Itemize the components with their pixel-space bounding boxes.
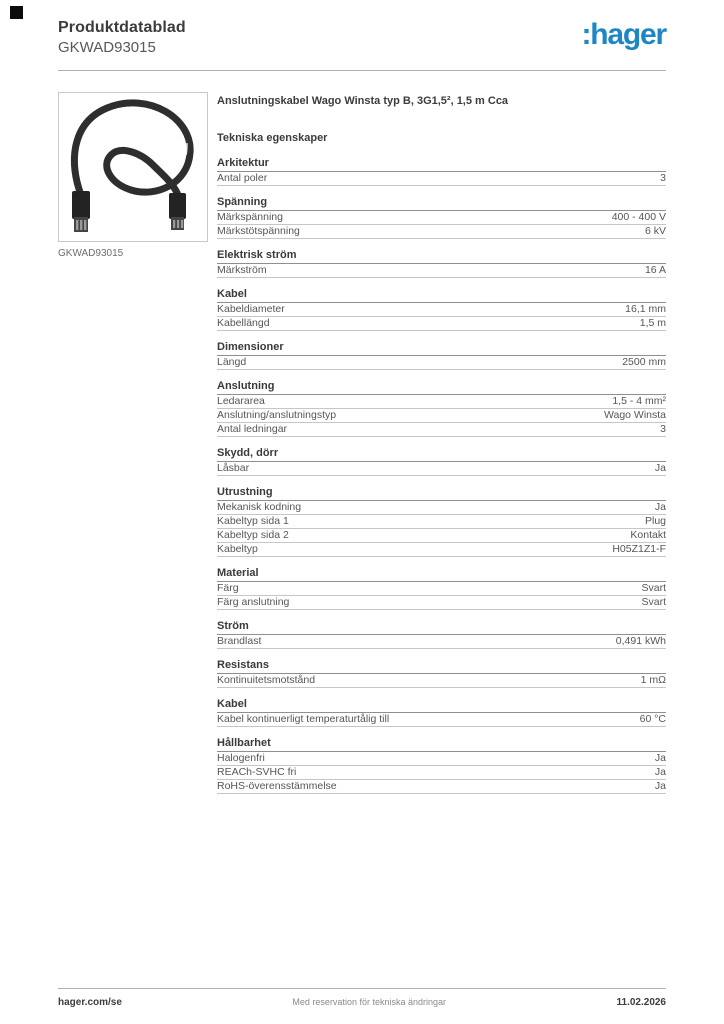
spec-section-title: Spänning	[217, 196, 666, 211]
spec-section-title: Ström	[217, 620, 666, 635]
spec-section-title: Skydd, dörr	[217, 447, 666, 462]
spec-sections	[217, 157, 666, 794]
spec-row	[217, 635, 666, 649]
spec-section	[217, 737, 666, 794]
spec-row	[217, 674, 666, 688]
spec-section	[217, 249, 666, 278]
spec-section-title: Kabel	[217, 288, 666, 303]
page-header	[0, 0, 724, 57]
spec-value: Ja	[654, 462, 666, 474]
spec-label: Ledararea	[217, 395, 265, 407]
page-footer	[58, 988, 666, 1008]
spec-row	[217, 303, 666, 317]
spec-label: Färg anslutning	[217, 596, 290, 608]
spec-section	[217, 196, 666, 239]
spec-section-title: Anslutning	[217, 380, 666, 395]
spec-section-title: Dimensioner	[217, 341, 666, 356]
product-image-column	[58, 92, 208, 794]
spec-row	[217, 766, 666, 780]
spec-row	[217, 501, 666, 515]
main-content	[0, 71, 724, 794]
spec-label: RoHS-överensstämmelse	[217, 780, 337, 792]
spec-value: Plug	[644, 515, 666, 527]
spec-label: Låsbar	[217, 462, 250, 474]
spec-row	[217, 172, 666, 186]
footer-website: hager.com/se	[58, 997, 122, 1008]
spec-label: Kabeltyp	[217, 543, 258, 555]
spec-label: Halogenfri	[217, 752, 265, 764]
spec-section-title: Material	[217, 567, 666, 582]
spec-row	[217, 713, 666, 727]
spec-value: 2500 mm	[622, 356, 666, 368]
spec-column	[217, 92, 666, 794]
spec-section-title: Resistans	[217, 659, 666, 674]
spec-row	[217, 264, 666, 278]
spec-label: Kabellängd	[217, 317, 270, 329]
footer-date: 11.02.2026	[616, 997, 666, 1008]
spec-row	[217, 423, 666, 437]
spec-label: Anslutning/anslutningstyp	[217, 409, 337, 421]
spec-value: 6 kV	[644, 225, 666, 237]
spec-label: Kabeltyp sida 2	[217, 529, 289, 541]
spec-row	[217, 596, 666, 610]
page-corner-mark	[10, 6, 23, 19]
spec-label: Antal poler	[217, 172, 268, 184]
tech-properties-title: Tekniska egenskaper	[217, 132, 328, 144]
spec-section	[217, 659, 666, 688]
spec-label: Kabel kontinuerligt temperaturtålig till	[217, 713, 390, 725]
spec-row	[217, 395, 666, 409]
spec-value: 1,5 m	[639, 317, 666, 329]
spec-label: REACh-SVHC fri	[217, 766, 297, 778]
spec-section	[217, 380, 666, 437]
spec-section-title: Utrustning	[217, 486, 666, 501]
spec-label: Kabeldiameter	[217, 303, 285, 315]
product-image-frame	[58, 92, 208, 242]
spec-row	[217, 515, 666, 529]
spec-section	[217, 567, 666, 610]
hager-logo: :hager	[581, 18, 666, 51]
spec-section	[217, 157, 666, 186]
spec-label: Mekanisk kodning	[217, 501, 302, 513]
spec-row	[217, 582, 666, 596]
spec-section-title: Arkitektur	[217, 157, 666, 172]
spec-row	[217, 356, 666, 370]
spec-value: 3	[660, 423, 666, 435]
spec-value: 3	[660, 172, 666, 184]
spec-row	[217, 462, 666, 476]
product-image-caption: GKWAD93015	[58, 248, 124, 259]
spec-row	[217, 752, 666, 766]
spec-value: Wago Winsta	[603, 409, 666, 421]
spec-value: Svart	[641, 596, 666, 608]
spec-value: Ja	[654, 780, 666, 792]
footer-disclaimer: Med reservation för tekniska ändringar	[292, 997, 446, 1007]
spec-value: Ja	[654, 752, 666, 764]
spec-label: Märkström	[217, 264, 267, 276]
spec-label: Kabeltyp sida 1	[217, 515, 289, 527]
spec-section	[217, 288, 666, 331]
header-titles	[58, 18, 186, 57]
spec-section	[217, 698, 666, 727]
spec-label: Antal ledningar	[217, 423, 288, 435]
spec-value: Svart	[641, 582, 666, 594]
spec-label: Färg	[217, 582, 239, 594]
spec-value: Kontakt	[630, 529, 666, 541]
product-code: GKWAD93015	[58, 39, 156, 56]
cable-photo-icon	[59, 93, 207, 241]
spec-label: Längd	[217, 356, 247, 368]
doc-title: Produktdatablad	[58, 19, 186, 36]
spec-row	[217, 529, 666, 543]
spec-section	[217, 486, 666, 557]
spec-row	[217, 225, 666, 239]
spec-section	[217, 341, 666, 370]
spec-value: Ja	[654, 501, 666, 513]
spec-row	[217, 317, 666, 331]
spec-value: 60 °C	[639, 713, 666, 725]
spec-value: 400 - 400 V	[611, 211, 666, 223]
spec-row	[217, 211, 666, 225]
spec-label: Brandlast	[217, 635, 262, 647]
spec-value: 0,491 kWh	[615, 635, 666, 647]
spec-section-title: Kabel	[217, 698, 666, 713]
spec-section-title: Elektrisk ström	[217, 249, 666, 264]
spec-value: 1 mΩ	[640, 674, 666, 686]
spec-label: Kontinuitetsmotstånd	[217, 674, 316, 686]
spec-row	[217, 543, 666, 557]
spec-row	[217, 780, 666, 794]
spec-value: 16,1 mm	[625, 303, 666, 315]
spec-value: Ja	[654, 766, 666, 778]
spec-section-title: Hållbarhet	[217, 737, 666, 752]
spec-value: 16 A	[644, 264, 666, 276]
spec-value: 1,5 - 4 mm²	[612, 395, 666, 407]
spec-section	[217, 620, 666, 649]
spec-label: Märkspänning	[217, 211, 283, 223]
spec-row	[217, 409, 666, 423]
product-title: Anslutningskabel Wago Winsta typ B, 3G1,5², 1,5 m Cca	[217, 95, 509, 107]
spec-section	[217, 447, 666, 476]
spec-label: Märkstötspänning	[217, 225, 300, 237]
spec-value: H05Z1Z1-F	[612, 543, 666, 555]
